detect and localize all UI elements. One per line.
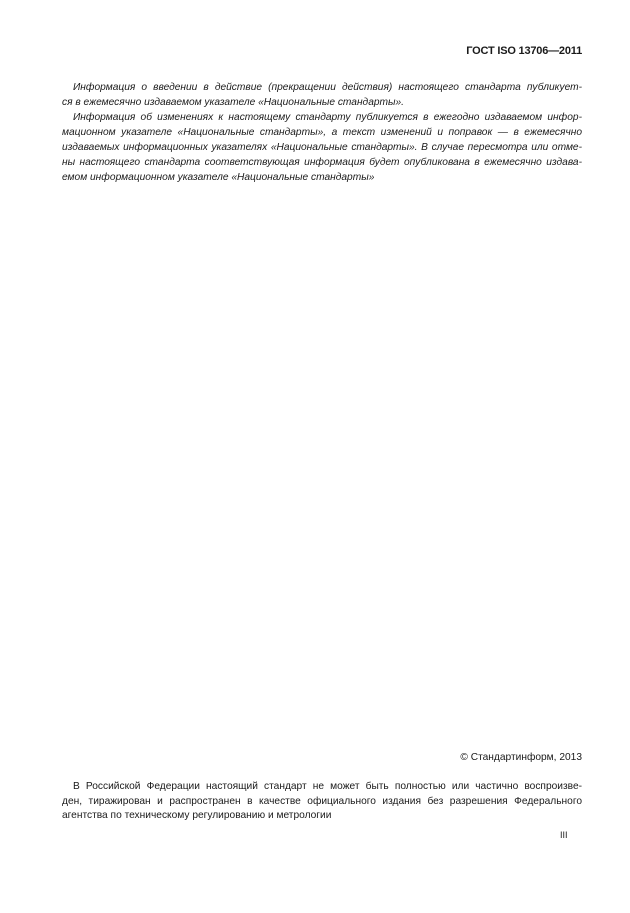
intro-line: Информация об изменениях к настоящему стандарту публикуется в ежегодно издаваемом инфор-	[73, 112, 582, 123]
intro-line: мационном указателе «Национальные стандарты», а текст изменений и поправок — в ежемесячно	[62, 127, 582, 138]
intro-line: ся в ежемесячно издаваемом указателе «Национальные стандарты».	[62, 97, 405, 108]
notice-line: ден, тиражирован и распространен в качестве официального издания без разрешения Федерального	[62, 796, 582, 807]
intro-line: емом информационном указателе «Национальные стандарты»	[62, 172, 375, 183]
notice-line: агентства по техническому регулированию и метрологии	[62, 810, 332, 821]
intro-line: Информация о введении в действие (прекращении действия) настоящего стандарта публикует-	[73, 82, 582, 93]
document-header: ГОСТ ISO 13706—2011	[466, 45, 582, 57]
intro-line: издаваемых информационных указателях «Национальные стандарты». В случае пересмотра или отме-	[62, 142, 582, 153]
copyright-notice: © Стандартинформ, 2013	[460, 752, 582, 763]
intro-line: ны настоящего стандарта соответствующая информация будет опубликована в ежемесячно издава-	[62, 157, 582, 168]
page-number: III	[560, 830, 568, 840]
notice-line: В Российской Федерации настоящий стандарт не может быть полностью или частично воспроизве-	[73, 781, 582, 792]
